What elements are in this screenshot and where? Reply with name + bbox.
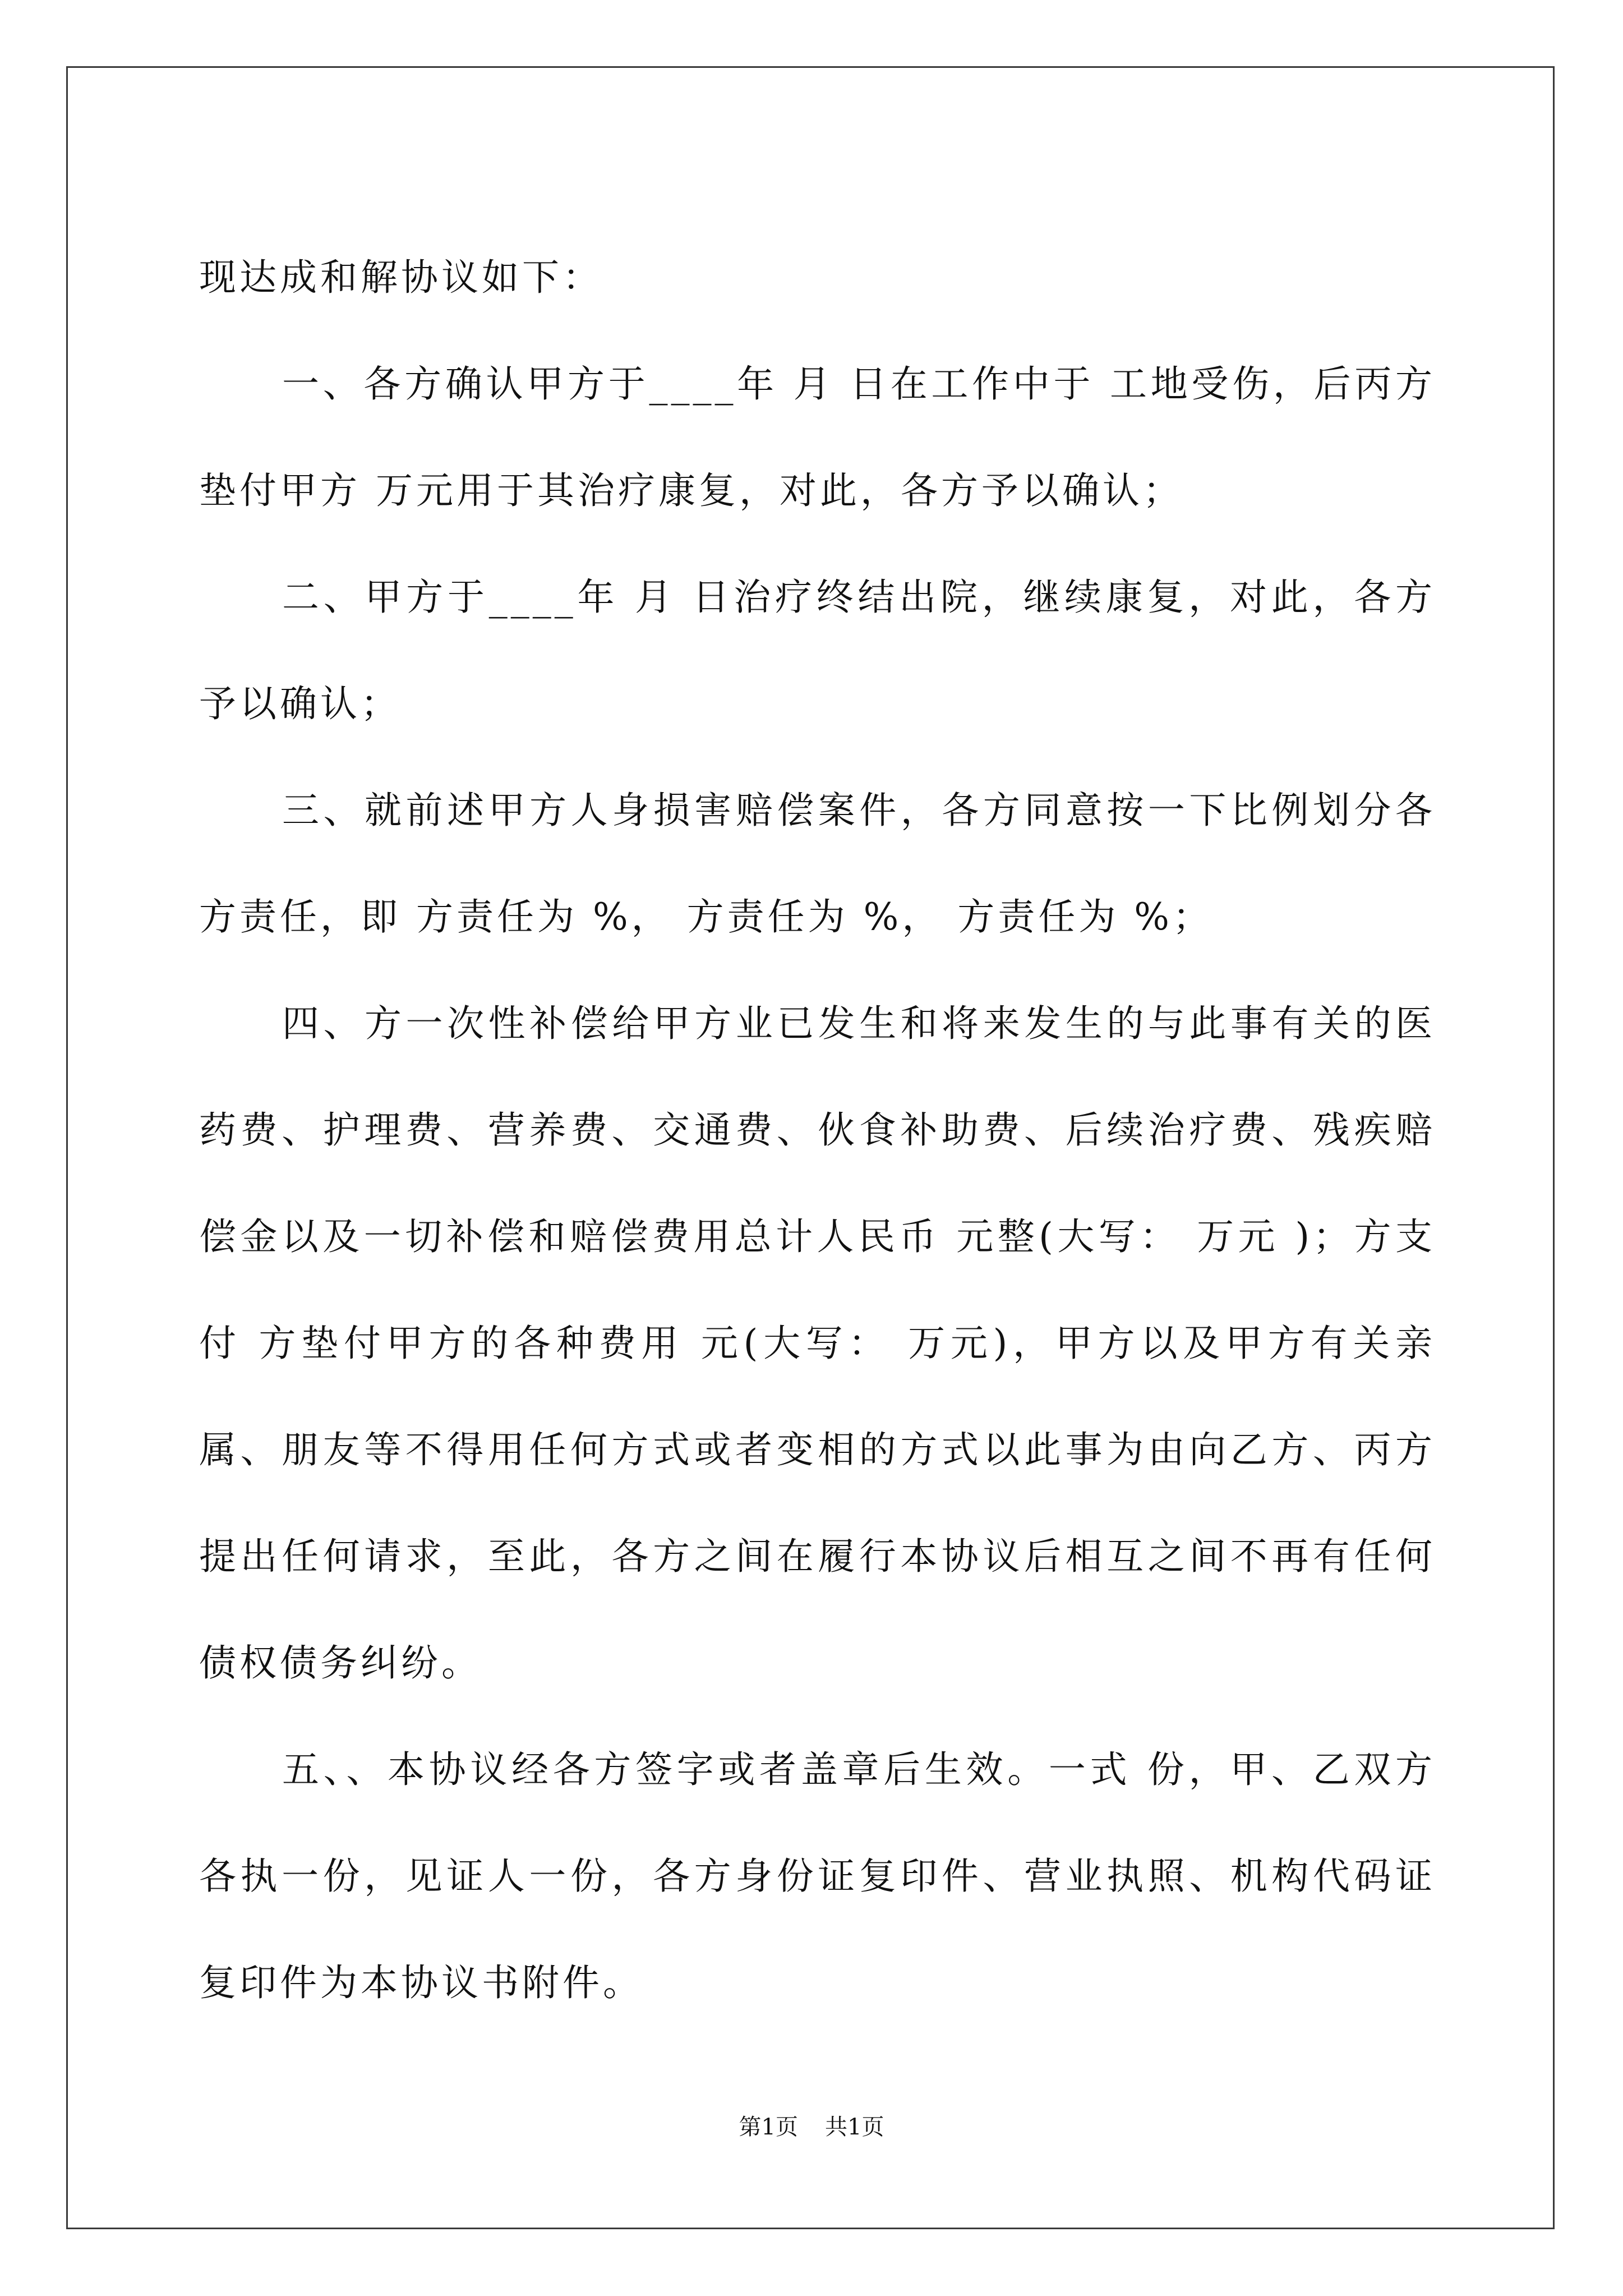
clause-1: 一、各方确认甲方于____年 月 日在工作中于 工地受伤，后丙方垫付甲方 万元用于其治疗康复，对此，各方予以确认； xyxy=(199,362,1436,512)
page-total: 共1页 xyxy=(825,2114,884,2140)
clause-3: 三、就前述甲方人身损害赔偿案件，各方同意按一下比例划分各方责任，即 方责任为 %， 方责任为 %， 方责任为 %； xyxy=(199,789,1436,938)
intro-paragraph: 现达成和解协议如下： xyxy=(199,256,603,299)
clause-2: 二、甲方于____年 月 日治疗终结出院，继续康复，对此，各方予以确认； xyxy=(199,576,1436,725)
clause-4: 四、方一次性补偿给甲方业已发生和将来发生的与此事有关的医药费、护理费、营养费、交通费、伙食补助费、后续治疗费、残疾赔偿金以及一切补偿和赔偿费用总计人民币 元整(大写： 万元 )；方支付 方垫付甲方的各种费用 元(大写： 万元)，甲方以及甲方有关亲属、朋友等不得用任何方式或者变相的方式以此事为由向乙方、丙方提出任何请求，至此，各方之间在履行本协议后相互之间不再有任何债权债务纠纷。 xyxy=(199,1002,1436,1685)
clause-5: 五、、本协议经各方签字或者盖章后生效。一式 份，甲、乙双方各执一份，见证人一份，各方身份证复印件、营业执照、机构代码证复印件为本协议书附件。 xyxy=(199,1748,1436,2004)
page-number: 第1页 xyxy=(739,2114,798,2140)
document-body xyxy=(199,224,1436,2036)
page-footer xyxy=(0,2109,1623,2141)
